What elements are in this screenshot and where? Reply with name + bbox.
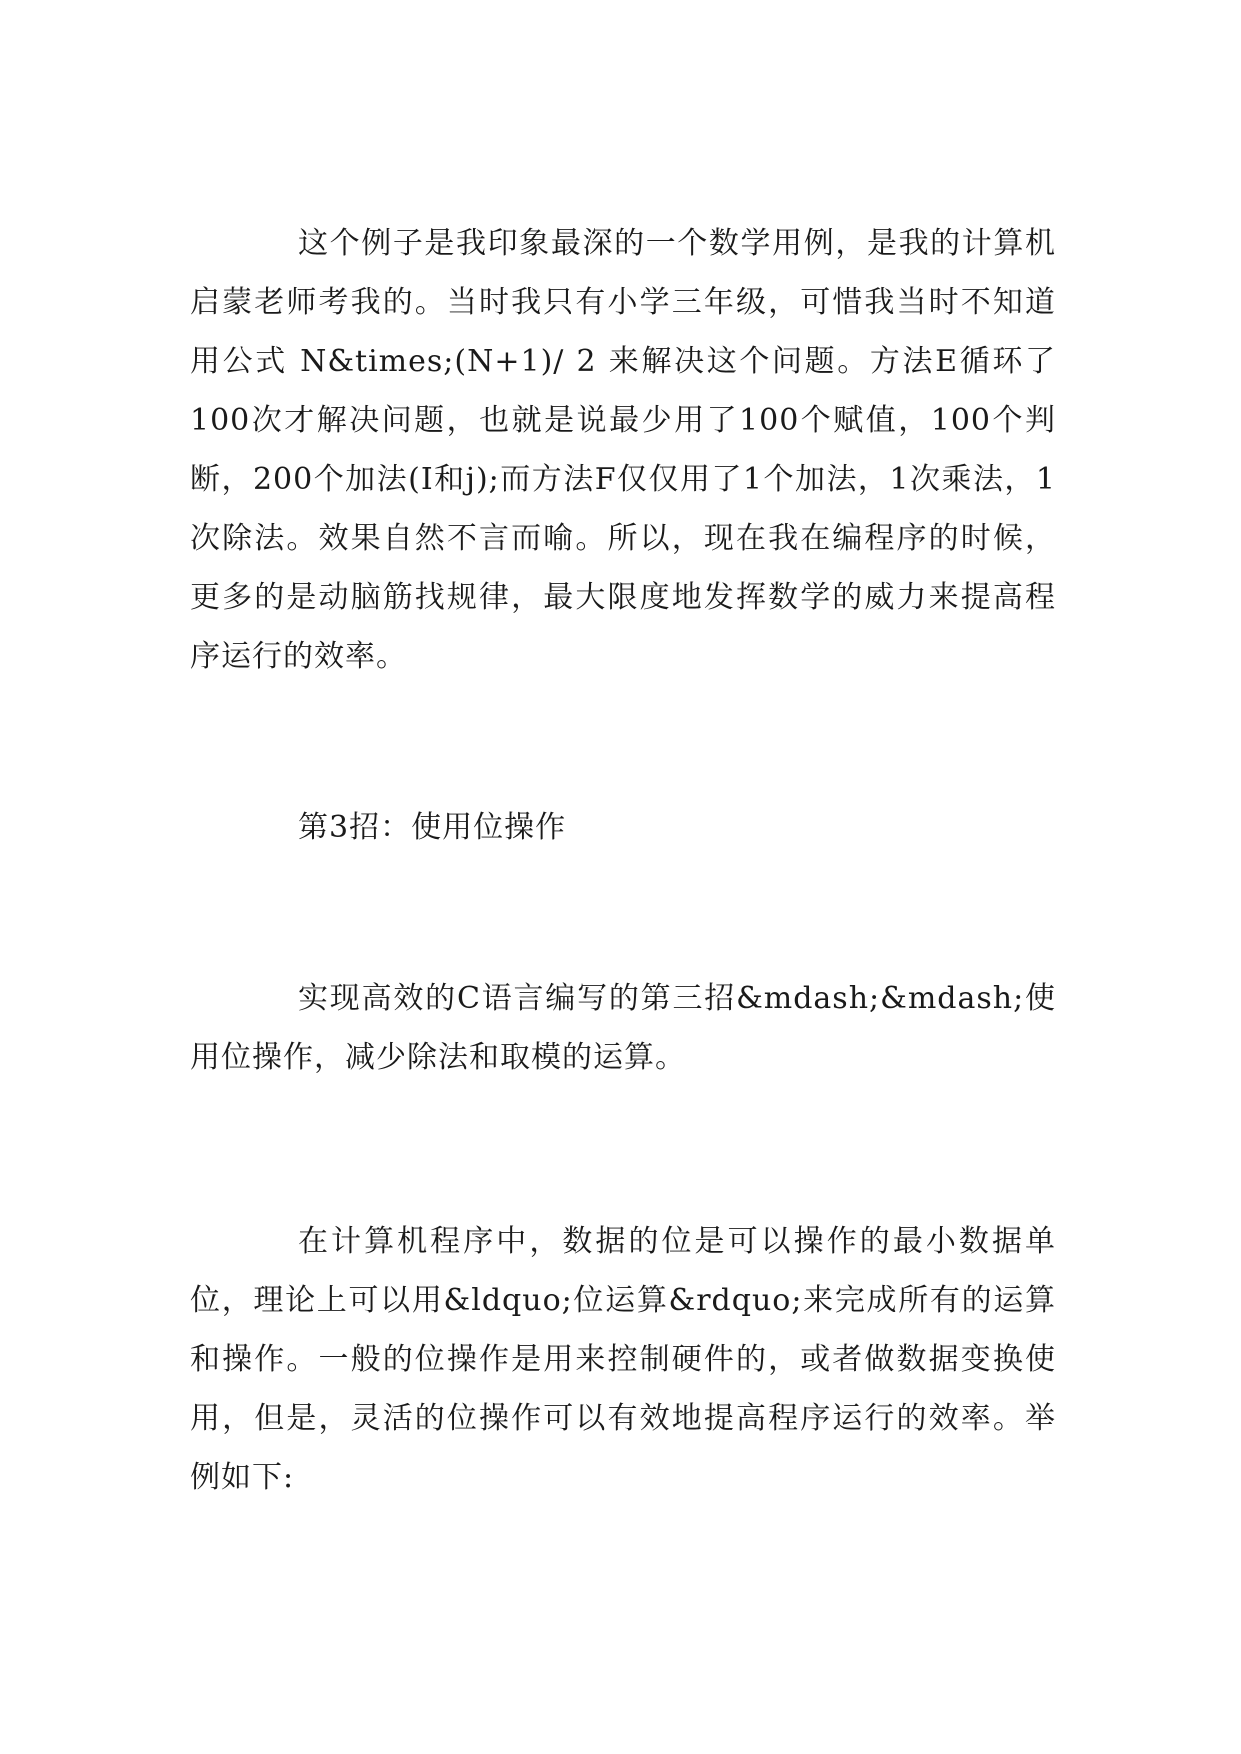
paragraph-bit-ops-intro: 实现高效的C语言编写的第三招&mdash;&mdash;使用位操作，减少除法和取模的运算。: [190, 981, 1056, 1075]
section-heading-tip-3: 第3招：使用位操作: [298, 810, 567, 845]
paragraph-math-example: 这个例子是我印象最深的一个数学用例，是我的计算机启蒙老师考我的。当时我只有小学三年级，可惜我当时不知道用公式 N&times;(N+1)/ 2 来解决这个问题。方法E循环了100次才解决问题，也就是说最少用了100个赋值，100个判断，200个加法(I和j);而方法F仅仅用了1个加法，1次乘法，1次除法。效果自然不言而喻。所以，现在我在编程序的时候，更多的是动脑筋找规律，最大限度地发挥数学的威力来提高程序运行的效率。: [190, 226, 1056, 674]
paragraph-bit-ops-detail: 在计算机程序中，数据的位是可以操作的最小数据单位，理论上可以用&ldquo;位运算&rdquo;来完成所有的运算和操作。一般的位操作是用来控制硬件的，或者做数据变换使用，但是，灵活的位操作可以有效地提高程序运行的效率。举例如下:: [190, 1224, 1056, 1495]
